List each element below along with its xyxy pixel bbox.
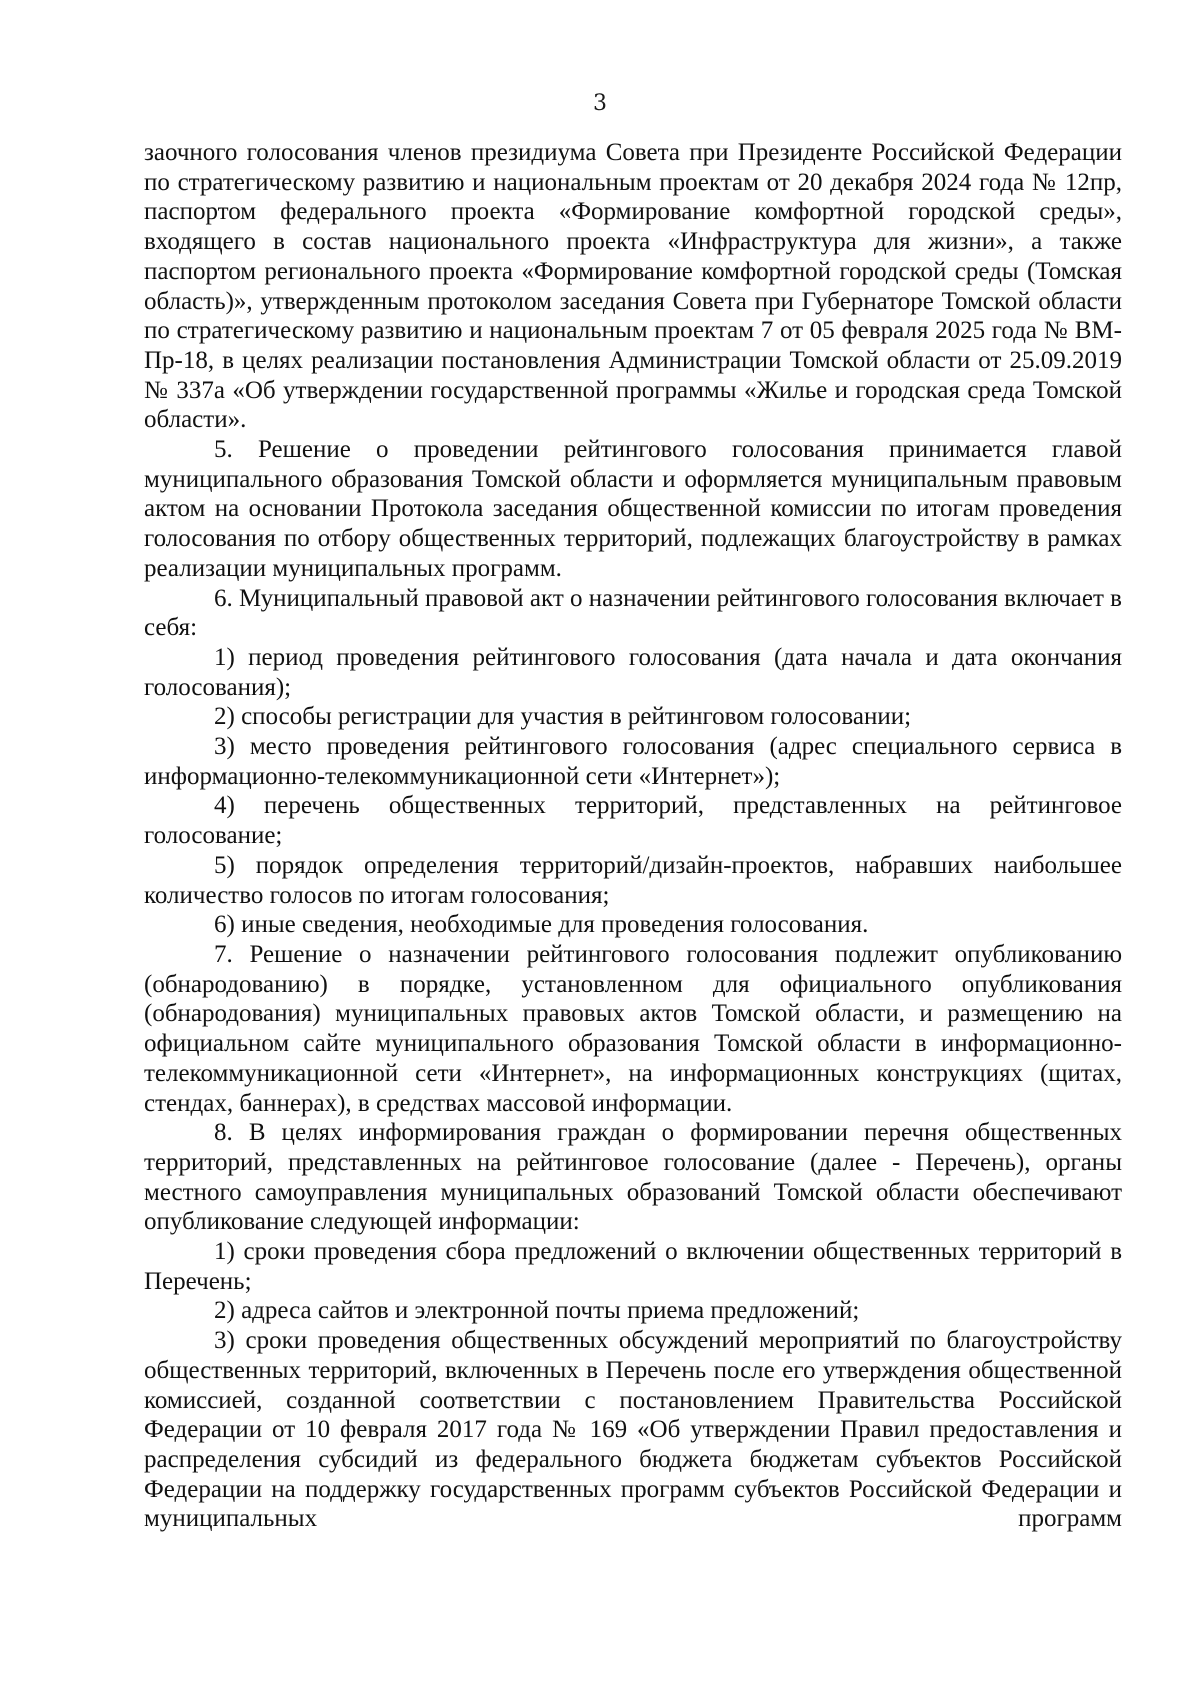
paragraph-item-7: 7. Решение о назначении рейтингового голосования подлежит опубликованию (обнародованию) в порядке, установленном для официального опубликования (обнародования) муниципальных правовых актов Томской области, и размещению на официальном сайте муниципального образования Томской области в информационно-телекоммуникационной сети «Интернет», на информационных конструкциях (щитах, стендах, баннерах), в средствах массовой информации. [144,940,1122,1117]
paragraph-item-8: 8. В целях информирования граждан о формировании перечня общественных территорий, представленных на рейтинговое голосование (далее - Перечень), органы местного самоуправления муниципальных образований Томской области обеспечивают опубликование следующей информации: [144,1119,1122,1236]
paragraph-intro-continuation: заочного голосования членов президиума Совета при Президенте Российской Федерации по стратегическому развитию и национальным проектам от 20 декабря 2024 года № 12пр, паспортом федерального проекта «Формирование комфортной городской среды», входящего в состав национального проекта «Инфраструктура для жизни», а также паспортом регионального проекта «Формирование комфортной городской среды (Томская область)», утвержденным протоколом заседания Совета при Губернаторе Томской области по стратегическому развитию и национальным проектам 7 от 05 февраля 2025 года № ВМ-Пр-18, в целях реализации постановления Администрации Томской области от 25.09.2019 № 337а «Об утверждении государственной программы «Жилье и городская среда Томской области». [144,139,1122,434]
list-item-8-2: 2) адреса сайтов и электронной почты приема предложений; [214,1297,860,1325]
list-item-6-1: 1) период проведения рейтингового голосования (дата начала и дата окончания голосования); [144,643,1122,701]
paragraph-item-6: 6. Муниципальный правовой акт о назначении рейтингового голосования включает в себя: [144,584,1122,642]
document-body [144,138,1122,1534]
list-item-6-4: 4) перечень общественных территорий, представленных на рейтинговое голосование; [144,792,1122,850]
list-item-8-1: 1) сроки проведения сбора предложений о включении общественных территорий в Перечень; [144,1238,1122,1295]
list-item-8-3: 3) сроки проведения общественных обсуждений мероприятий по благоустройству общественных территорий, включенных в Перечень после его утверждения общественной комиссией, созданной соответствии с постановлением Правительства Российской Федерации от 10 февраля 2017 года № 169 «Об утверждении Правил предоставления и распределения субсидий из федерального бюджета бюджетам субъектов Российской Федерации на поддержку государственных программ субъектов Российской Федерации и муниципальных программ [144,1327,1122,1533]
list-item-6-2: 2) способы регистрации для участия в рейтинговом голосовании; [214,703,912,731]
paragraph-item-5: 5. Решение о проведении рейтингового голосования принимается главой муниципального образования Томской области и оформляется муниципальным правовым актом на основании Протокола заседания общественной комиссии по итогам проведения голосования по отбору общественных территорий, подлежащих благоустройству в рамках реализации муниципальных программ. [144,436,1122,582]
list-item-6-3: 3) место проведения рейтингового голосования (адрес специального сервиса в информационно-телекоммуникационной сети «Интернет»); [144,733,1122,790]
list-item-6-6: 6) иные сведения, необходимые для проведения голосования. [214,911,869,939]
page-number: 3 [593,91,607,116]
list-item-6-5: 5) порядок определения территорий/дизайн-проектов, набравших наибольшее количество голосов по итогам голосования; [144,851,1122,909]
